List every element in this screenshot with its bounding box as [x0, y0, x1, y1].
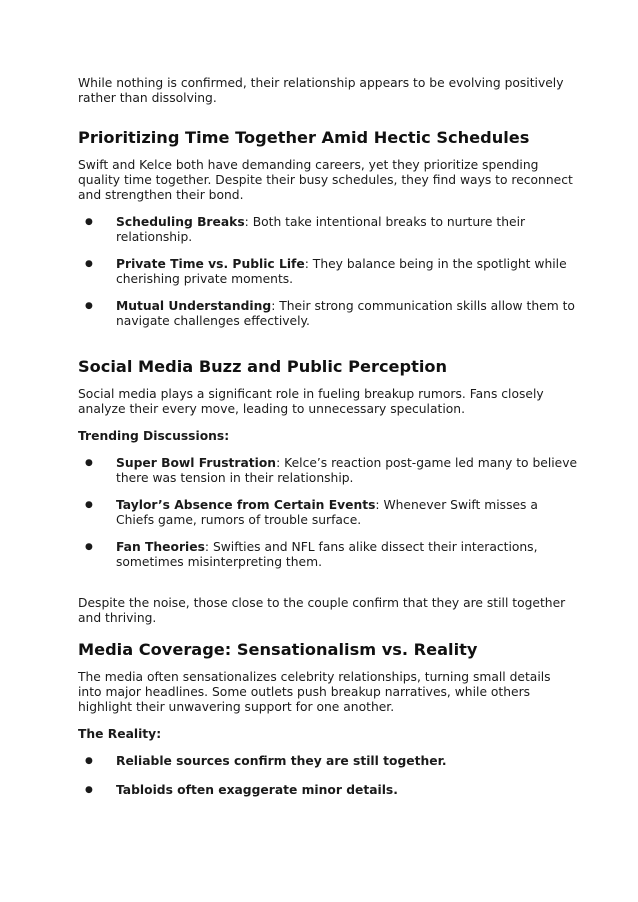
- list-item: [78, 498, 578, 528]
- subheading-trending: Trending Discussions:: [78, 429, 230, 443]
- media-coverage-paragraph: The media often sensationalizes celebrity relationships, turning small details into major headlines. Some outlets push breakup narratives, while others highlight their unwavering support for one another.: [78, 670, 551, 714]
- social-media-paragraph: Social media plays a significant role in fueling breakup rumors. Fans closely analyze their every move, leading to unnecessary speculation.: [78, 387, 544, 416]
- list-item-title: Scheduling Breaks: [116, 215, 245, 229]
- trending-list: [78, 456, 578, 570]
- list-item: [78, 257, 578, 287]
- list-item-text: : Their strong communication skills allow them to navigate challenges effectively.: [116, 299, 575, 328]
- list-item: ● Tabloids often exaggerate minor details.: [78, 783, 578, 798]
- intro-paragraph: While nothing is confirmed, their relationship appears to be evolving positively rather than dissolving.: [78, 76, 564, 105]
- list-item-title: Taylor’s Absence from Certain Events: [116, 498, 376, 512]
- list-item-title: Mutual Understanding: [116, 299, 272, 313]
- list-item-title: Fan Theories: [116, 540, 205, 554]
- list-item-text: : Both take intentional breaks to nurture their relationship.: [116, 215, 526, 244]
- heading-social-media: Social Media Buzz and Public Perception: [78, 357, 448, 376]
- list-item-text: : They balance being in the spotlight while cherishing private moments.: [116, 257, 567, 286]
- list-item-text: : Whenever Swift misses a Chiefs game, rumors of trouble surface.: [116, 498, 538, 527]
- list-item-title: Super Bowl Frustration: [116, 456, 277, 470]
- list-item: [78, 299, 578, 329]
- heading-prioritizing-time: Prioritizing Time Together Amid Hectic Schedules: [78, 128, 530, 147]
- list-item-text: : Swifties and NFL fans alike dissect their interactions, sometimes misinterpreting them.: [116, 540, 538, 569]
- list-item-title: Private Time vs. Public Life: [116, 257, 305, 271]
- prioritizing-list: [78, 215, 578, 329]
- list-item: [78, 215, 578, 245]
- subheading-reality: The Reality:: [78, 727, 162, 741]
- list-item: [78, 456, 578, 486]
- list-item: ● Reliable sources confirm they are still together.: [78, 754, 578, 769]
- list-item: [78, 540, 578, 570]
- list-item-text: : Kelce’s reaction post-game led many to believe there was tension in their relationship.: [116, 456, 578, 485]
- prioritizing-paragraph: Swift and Kelce both have demanding careers, yet they prioritize spending quality time together. Despite their busy schedules, they find ways to reconnect and strengthen their bond.: [78, 158, 573, 202]
- heading-media-coverage: Media Coverage: Sensationalism vs. Reality: [78, 640, 478, 659]
- reality-list: [78, 754, 578, 798]
- closing-paragraph: Despite the noise, those close to the couple confirm that they are still together and thriving.: [78, 596, 566, 625]
